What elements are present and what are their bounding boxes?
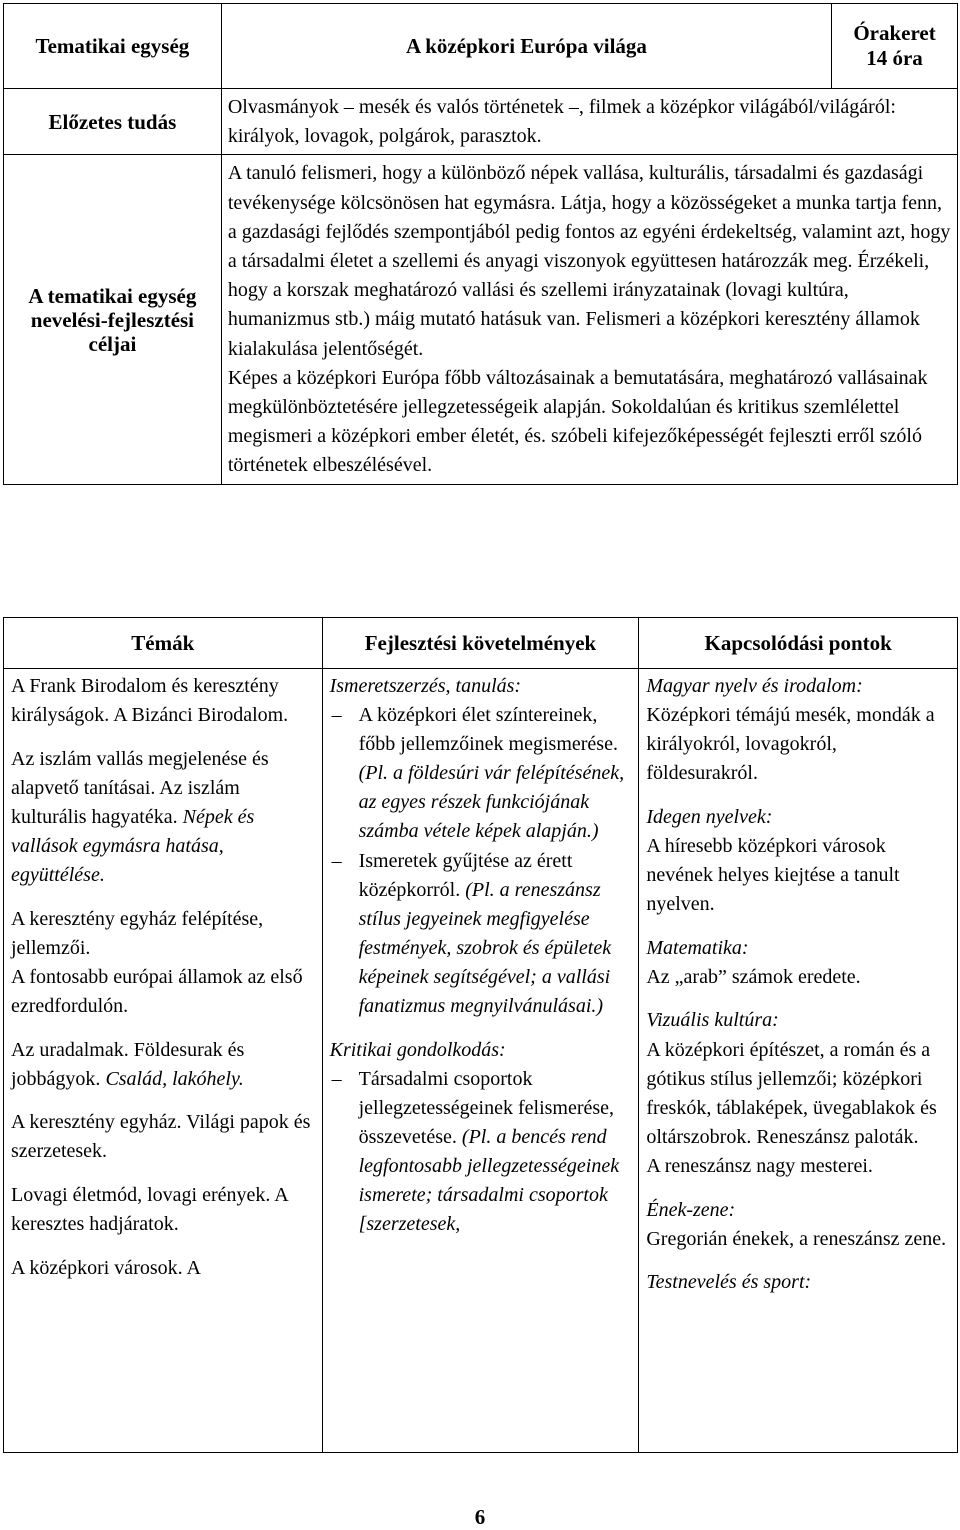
connection-item xyxy=(646,934,951,992)
topic-text: Az uradalmak. Földesurak és jobbágyok. xyxy=(11,1038,245,1090)
requirements-heading: Ismeretszerzés, tanulás: xyxy=(329,675,522,697)
thematic-unit-label: Tematikai egység xyxy=(4,4,222,89)
topic-item: A fontosabb európai államok az első ezredfordulón. xyxy=(11,965,303,1017)
topics-cell xyxy=(4,669,323,1453)
connection-subject: Idegen nyelvek: xyxy=(646,805,773,828)
requirement-text: A középkori élet színtereinek, főbb jellemzőinek megismerése. xyxy=(358,704,618,756)
connection-subject: Testnevelés és sport: xyxy=(646,1271,812,1294)
thematic-unit-title: A középkori Európa világa xyxy=(221,4,831,89)
requirement-example: (Pl. a reneszánsz stílus jegyeinek megfigyelése festmények, szobrok és épületek képeinek segítségével; a vallási fanatizmus megnyilvánulásai.) xyxy=(358,878,612,1018)
connection-text: Középkori témájú mesék, mondák a királyokról, lovagokról, földesurakról. xyxy=(646,704,935,785)
requirement-item xyxy=(330,701,633,846)
topic-italic-text: Család, lakóhely. xyxy=(105,1067,244,1090)
connection-text: Az „arab” számok eredete. xyxy=(646,965,861,988)
page-number: 6 xyxy=(474,1505,486,1529)
topics-table xyxy=(3,617,958,1453)
header-connections: Kapcsolódási pontok xyxy=(639,618,958,669)
goals-label-line-3: céljai xyxy=(88,331,137,356)
connection-subject: Magyar nyelv és irodalom: xyxy=(646,675,863,697)
requirements-cell xyxy=(322,669,639,1453)
hours-value: 14 óra xyxy=(866,46,923,70)
requirement-text: Ismeretek gyűjtése az érett középkorról. xyxy=(358,849,573,901)
prior-knowledge-text: Olvasmányok – mesék és valós történetek –, filmek a középkor világából/világáról: királyok, lovagok, polgárok, parasztok. xyxy=(221,89,957,155)
topic-item xyxy=(11,1036,316,1094)
goals-label-line-1: A tematikai egység xyxy=(28,283,197,308)
header-requirements: Fejlesztési követelmények xyxy=(322,618,639,669)
requirement-item xyxy=(330,1065,633,1240)
connection-item xyxy=(646,1006,951,1181)
connections-cell xyxy=(639,669,958,1453)
hours-label: Órakeret xyxy=(853,21,936,45)
connection-text: A reneszánsz nagy mesterei. xyxy=(646,1154,873,1177)
topic-item: A középkori városok. A xyxy=(11,1256,201,1279)
goals-text xyxy=(221,155,957,484)
topic-item: A keresztény egyház felépítése, jellemzői. xyxy=(11,907,264,959)
requirements-list xyxy=(330,1065,633,1240)
topic-item: A keresztény egyház. Világi papok és szerzetesek. xyxy=(11,1111,311,1163)
goals-label-line-2: nevelési-fejlesztési xyxy=(30,307,195,332)
requirements-list xyxy=(330,701,633,1021)
hours-cell xyxy=(832,4,958,89)
goals-label xyxy=(4,155,222,484)
requirement-example: (Pl. a földesúri vár felépítésének, az egyes részek funkciójának számba vétele képek alapján.) xyxy=(358,762,625,843)
topic-text: Az iszlám vallás megjelenése és alapvető tanításai. Az iszlám kulturális hagyatéka. xyxy=(11,747,269,828)
requirement-text: Társadalmi csoportok jellegzetességeinek felismerése, összevetése. xyxy=(358,1067,615,1148)
connection-item xyxy=(646,803,951,919)
connection-item xyxy=(646,672,951,788)
connection-subject: Vizuális kultúra: xyxy=(646,1009,779,1032)
connection-text: A híresebb középkori városok nevének helyes kiejtése a tanult nyelven. xyxy=(646,834,900,916)
connection-subject: Ének-zene: xyxy=(646,1198,736,1221)
unit-overview-table xyxy=(3,3,958,485)
topic-italic-text: Népek és vallások egymásra hatása, együttélése. xyxy=(11,805,255,887)
topic-item: A Frank Birodalom és keresztény királyságok. A Bizánci Birodalom. xyxy=(11,675,289,727)
connection-item xyxy=(646,1196,951,1254)
requirement-item xyxy=(330,847,633,1022)
goals-paragraph-1: A tanuló felismeri, hogy a különböző népek vallása, kulturális, társadalmi és gazdasági tevékenysége kölcsönösen hat egymásra. Látja, hogy a közösségeket a munka tartja fenn, a gazdasági fejlődés szempontjából pedig fontos az egyéni érdekeltség, valamint azt, hogy a társadalmi életet a szellemi és anyagi viszonyok együttesen határozzák meg. Érzékeli, hogy a korszak meghatározó vallási és szellemi irányzatainak (lovagi kultúra, humanizmus stb.) máig mutató hatásuk van. Felismeri a középkori keresztény államok kialakulása jelentőségét. xyxy=(227,162,951,360)
connection-text: A középkori építészet, a román és a gótikus stílus jellemzői; középkori freskók, táblaképek, üvegablakok és oltárszobrok. Reneszánsz paloták. xyxy=(646,1038,937,1148)
connection-item xyxy=(646,1268,951,1297)
topic-item xyxy=(11,745,316,890)
connection-subject: Matematika: xyxy=(646,936,749,959)
prior-knowledge-label: Előzetes tudás xyxy=(4,89,222,155)
connection-text: Gregorián énekek, a reneszánsz zene. xyxy=(646,1227,947,1250)
header-topics: Témák xyxy=(4,618,323,669)
requirement-example: (Pl. a bencés rend legfontosabb jellegzetességeinek ismerete; társadalmi csoportok [szerzetesek, xyxy=(358,1125,620,1236)
requirements-heading: Kritikai gondolkodás: xyxy=(329,1038,506,1061)
topic-item: Lovagi életmód, lovagi erények. A keresztes hadjáratok. xyxy=(11,1183,288,1235)
goals-paragraph-2: Képes a középkori Európa főbb változásainak a bemutatására, meghatározó vallásainak megkülönböztetésére jellegzetességeik alapján. Sokoldalúan és kritikus szemlélettel megismeri a középkori ember életét, és. szóbeli kifejezőképességét fejleszti erről szóló történetek elbeszélésével. xyxy=(227,366,928,477)
